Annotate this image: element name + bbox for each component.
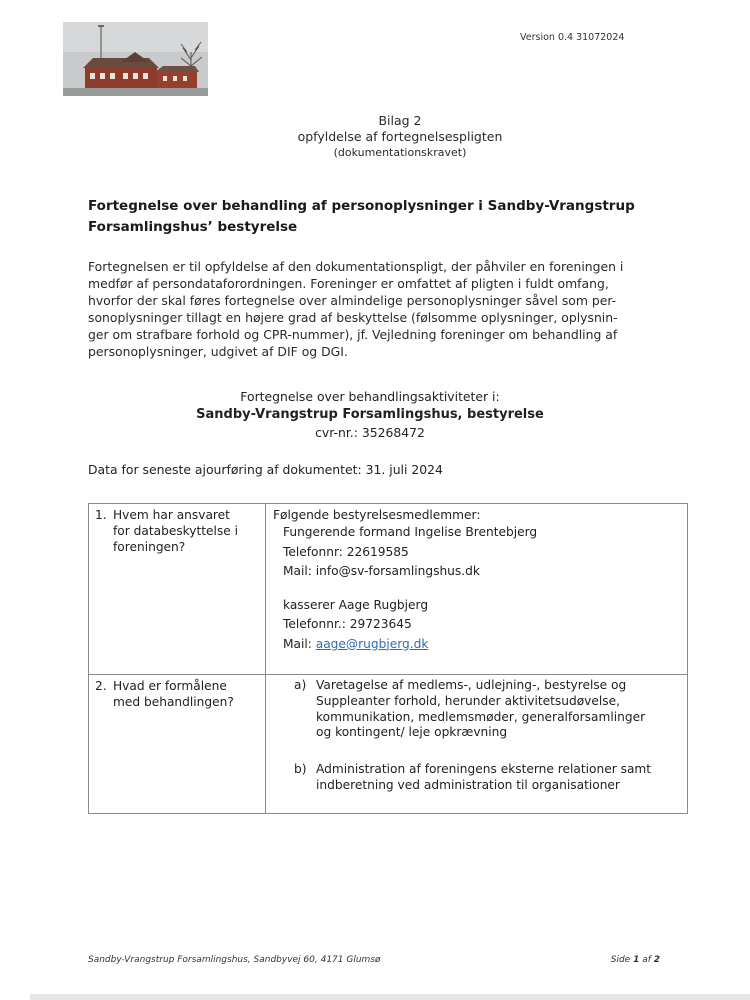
appendix-note: (dokumentationskravet) [333, 146, 467, 159]
purpose-item-a-letter: a) [294, 678, 307, 692]
activities-intro: Fortegnelse over behandlingsaktiviteter i: [240, 389, 500, 404]
question-1-line: for databeskyttelse i [113, 524, 239, 538]
intro-line: Fortegnelsen er til opfyldelse af den dokumentationspligt, der påhviler en foreningen i [88, 259, 624, 274]
version-label: Version 0.4 31072024 [520, 32, 625, 43]
purpose-item-b-letter: b) [294, 762, 307, 777]
last-updated-line: Data for seneste ajourføring af dokumentet: 31. juli 2024 [88, 462, 443, 477]
answer-2 [294, 678, 686, 794]
question-1-line: Hvem har ansvaret [113, 508, 230, 522]
intro-line: personoplysninger, udgivet af DIF og DGI. [88, 344, 348, 360]
question-2-number: 2. [95, 679, 107, 693]
building-photo [63, 22, 208, 96]
member-1-phone: Telefonnr: 22619585 [283, 544, 409, 559]
purpose-item-a-line: og kontingent/ leje opkrævning [316, 725, 508, 740]
member-2-mail-label: Mail: [283, 636, 316, 651]
purpose-item-b [294, 762, 686, 794]
question-1-number: 1. [95, 508, 107, 522]
purpose-item-a-line: kommunikation, medlemsmøder, generalforsamlinger [316, 709, 646, 724]
intro-paragraph [88, 258, 688, 361]
activities-title-block [150, 388, 590, 442]
page-indicator [611, 955, 660, 965]
intro-line: hvorfor der skal føres fortegnelse over almindelige personoplysninger såvel som per- [88, 293, 617, 309]
page-mid: af [639, 955, 654, 965]
records-table [88, 503, 688, 814]
question-2-line: med behandlingen? [113, 695, 234, 709]
answer-1 [273, 507, 683, 654]
cvr-number: cvr-nr.: 35268472 [315, 425, 425, 440]
question-2-line: Hvad er formålene [113, 679, 227, 693]
intro-line: sonoplysninger tillagt en højere grad af beskyttelse (følsomme oplysninger, oplysnin- [88, 310, 618, 326]
table-column-divider [265, 504, 266, 813]
member-1-mail: Mail: info@sv-forsamlingshus.dk [283, 564, 480, 578]
purpose-item-b-line: indberetning ved administration til organisationer [316, 777, 620, 792]
table-row-divider [89, 674, 687, 675]
heading-line-1: Fortegnelse over behandling af personoplysninger i Sandby-Vrangstrup [88, 198, 635, 214]
answer-1-heading: Følgende bestyrelsesmedlemmer: [273, 508, 481, 522]
member-2-mail [273, 635, 683, 655]
intro-line: medfør af persondataforordningen. Foreninger er omfattet af pligten i fuldt omfang, [88, 276, 609, 292]
organisation-name: Sandby-Vrangstrup Forsamlingshus, bestyrelse [196, 407, 544, 422]
member-2-phone: Telefonnr.: 29723645 [283, 617, 412, 631]
question-1-line: foreningen? [113, 540, 186, 554]
page-footer [88, 955, 688, 965]
appendix-subtitle: opfyldelse af fortegnelsespligten [297, 129, 503, 144]
question-2 [95, 678, 263, 710]
page-number: 1 [633, 955, 640, 965]
member-2-mail-link[interactable]: aage@rugbjerg.dk [315, 636, 429, 651]
purpose-item-a [294, 678, 686, 741]
purpose-item-a-line: Varetagelse af medlems-, udlejning-, bestyrelse og [316, 678, 627, 692]
appendix-number: Bilag 2 [378, 113, 422, 128]
question-1 [95, 507, 263, 555]
purpose-item-a-line: Suppleanter forhold, herunder aktivitetsudøvelse, [316, 693, 620, 708]
page-prefix: Side [610, 955, 634, 965]
heading-line-2: Forsamlingshus’ bestyrelse [88, 219, 298, 235]
purpose-item-b-line: Administration af foreningens eksterne relationer samt [316, 762, 652, 777]
intro-line: ger om strafbare forhold og CPR-nummer), jf. Vejledning foreninger om behandling af [88, 327, 618, 343]
document-heading [88, 196, 678, 238]
page-edge [30, 994, 750, 1000]
footer-address: Sandby-Vrangstrup Forsamlingshus, Sandbyvej 60, 4171 Glumsø [88, 955, 381, 965]
member-1-name: Fungerende formand Ingelise Brentebjerg [283, 525, 538, 539]
appendix-title-block [230, 112, 570, 160]
page-total: 2 [653, 955, 660, 965]
member-2-name: kasserer Aage Rugbjerg [283, 597, 429, 612]
